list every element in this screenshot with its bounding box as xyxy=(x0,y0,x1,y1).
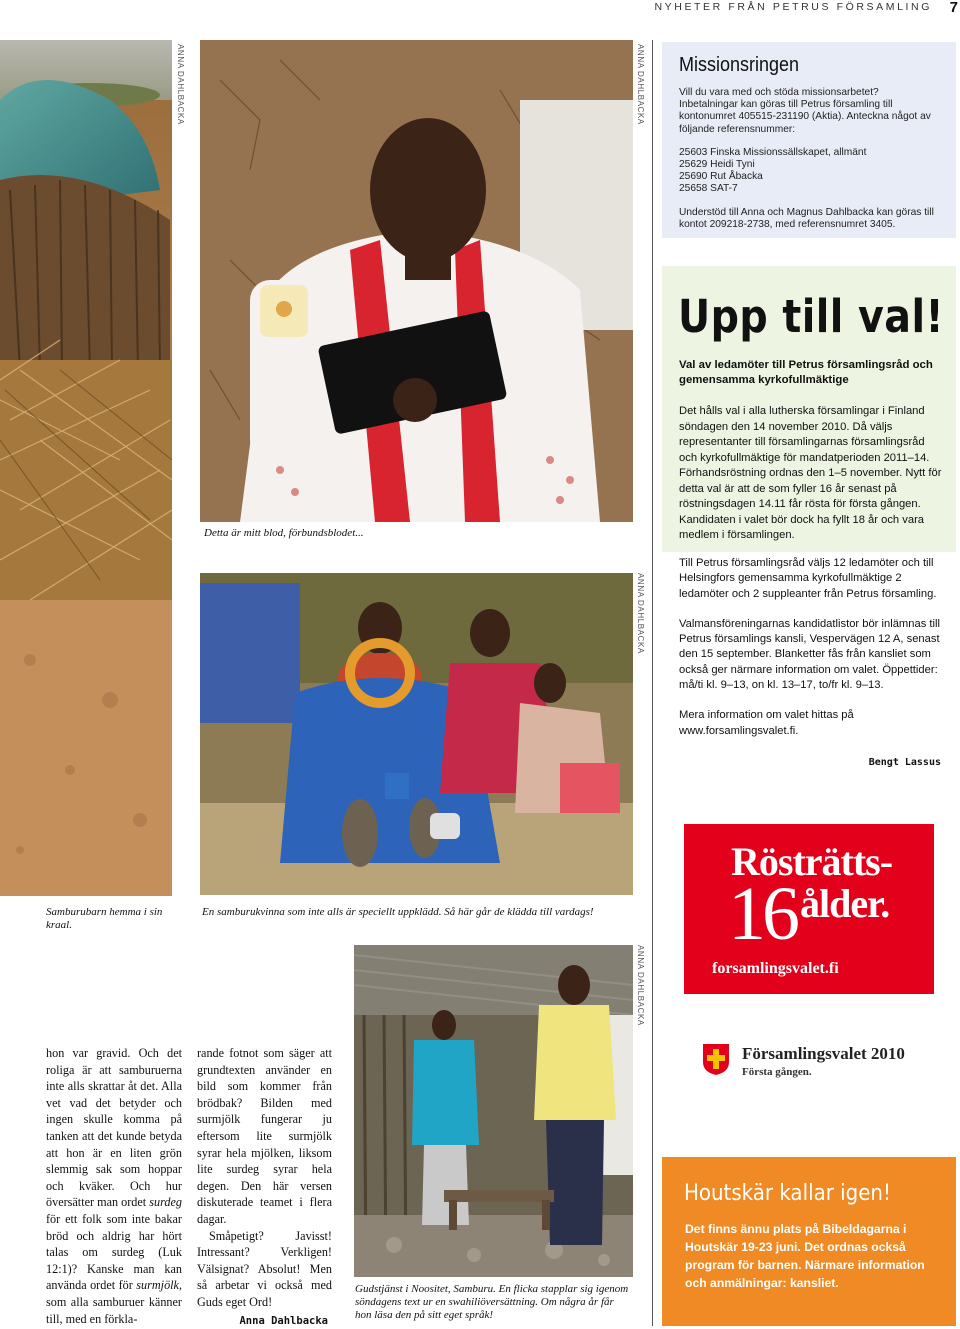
caption-church: Gudstjänst i Noositet, Samburu. En flicka stapplar sig igenom söndagens text ur en swahiliöversättning. Om några år får hon läsa den på sitt eget språk! xyxy=(355,1283,631,1322)
ref-item: 25603 Finska Missionssällskapet, allmänt xyxy=(679,147,940,159)
election-text xyxy=(679,556,941,770)
church-photo xyxy=(354,945,633,1277)
article-signature: Anna Dahlbacka xyxy=(197,1313,332,1329)
missionsringen-refs xyxy=(679,147,940,196)
rostratt-number: 16 xyxy=(728,876,796,952)
election-p3: Mera information om valet hittas på www.forsamlingsvalet.fi. xyxy=(679,708,941,739)
rostratt-word2: ålder. xyxy=(800,880,889,927)
page-number: 7 xyxy=(950,0,958,16)
rostratt-word1: Rösträtts- xyxy=(731,838,892,885)
column-divider xyxy=(652,40,653,1326)
photo-credit-priest: ANNA DAHLBACKA xyxy=(636,44,645,125)
women-photo xyxy=(200,573,633,895)
page-header xyxy=(600,0,960,16)
upp-till-val-lead: Val av ledamöter till Petrus församlingsråd och gemensamma kyrkofullmäktige xyxy=(679,358,949,388)
houtskar-text: Det finns ännu plats på Bibeldagarna i Houtskär 19-23 juni. Det ordnas också program för barnen. Närmare information och anmälningar: kansliet. xyxy=(685,1220,943,1292)
caption-women: En samburukvinna som inte alls är speciellt uppklädd. Så här går de klädda till vardags! xyxy=(202,906,642,919)
missionsringen-box xyxy=(662,42,956,238)
article-col2-p1: rande fotnot som säger att grundtexten använder en bild som kommer från brödbak? Bilden med surmjölk fungerar ju eftersom lite surmjölk syrar hela mjölken, liksom lite surdeg syrar hela degen. Den här versen diskuterade teamet i flera dagar. xyxy=(197,1045,332,1228)
missionsringen-title: Missionsringen xyxy=(679,54,914,77)
rostratt-ad[interactable] xyxy=(684,824,934,994)
missionsringen-support: Understöd till Anna och Magnus Dahlbacka kan göras till kontot 209218-2738, med referensnumret 3405. xyxy=(679,207,940,231)
val2010-title: Församlingsvalet 2010 xyxy=(742,1044,905,1064)
article-column-2 xyxy=(197,1045,332,1329)
article-column-1 xyxy=(46,1045,182,1327)
photo-credit-church: ANNA DAHLBACKA xyxy=(636,945,645,1026)
rostratt-url: forsamlingsvalet.fi xyxy=(712,960,839,978)
kraal-photo xyxy=(0,40,172,896)
election-p2: Valmansföreningarnas kandidatlistor bör inlämnas till Petrus församlings kansli, Vespervägen 12 A, senast den 15 september. Blanketter fås från kansliet som också ger närmare information om valet. Öppettider: må/ti kl. 9–13, on kl. 13–17, to/fr kl. 9–13. xyxy=(679,617,941,693)
election-signature: Bengt Lassus xyxy=(679,755,941,770)
val2010-ad[interactable] xyxy=(684,1020,934,1130)
upp-till-val-box xyxy=(662,266,956,552)
photo-credit-women: ANNA DAHLBACKA xyxy=(636,573,645,654)
photo-credit-left: ANNA DAHLBACKA xyxy=(176,44,185,125)
article-col2-p2: Småpetigt? Javisst! Intressant? Verkligen! Välsignat? Absolut! Men så arbetar vi också med Guds eget Ord! xyxy=(197,1228,332,1311)
cross-logo-icon xyxy=(701,1042,731,1076)
priest-photo xyxy=(200,40,633,522)
section-title: NYHETER FRÅN PETRUS FÖRSAMLING xyxy=(654,1,932,13)
val2010-subtitle: Första gången. xyxy=(742,1066,812,1078)
article-col1-paragraph: hon var gravid. Och det roliga är att samburuerna inte alls skrattar åt det. Alla vet vad det betyder och ingen skulle komma på tanken att det kunde betyda att hon är en liten grön slemmig sak som hoppar och kväker. Och hur översätter man ordet surdeg för ett folk som inte bakar bröd och aldrig har hört talas om surdeg (Luk 12:1)? Kanske man kan använda ordet för surmjölk, som alla samburuer känner till, med en förkla- xyxy=(46,1045,182,1327)
houtskar-box xyxy=(662,1157,956,1326)
upp-till-val-title: Upp till val! xyxy=(678,290,944,343)
caption-kraal: Samburubarn hemma i sin kraal. xyxy=(46,906,184,932)
ref-item: 25658 SAT-7 xyxy=(679,183,940,195)
upp-till-val-text: Det hålls val i alla lutherska församlingar i Finland söndagen den 14 november 2010. Då väljs representanter till församlingarnas församlingsråd och kyrkofullmäktige för mandatperioden 2011–14. Förhandsröstning ordnas den 1–5 november. Nytt för detta val är att de som fyller 16 år senast på röstningsdagen 14.11 får rösta för första gången. Kandidaten i valet bör dock ha fyllt 18 år och vara medlem i församlingen. xyxy=(679,404,945,544)
missionsringen-intro: Vill du vara med och stöda missionsarbetet? Inbetalningar kan göras till Petrus församling till kontonumret 405515-231190 (Aktia). Anteckna något av följande referensnummer: xyxy=(679,87,940,136)
houtskar-title: Houtskär kallar igen! xyxy=(684,1181,891,1206)
election-p1: Till Petrus församlingsråd väljs 12 ledamöter och till Helsingfors gemensamma kyrkofullmäktige 2 ledamöter och 2 suppleanter från Petrus församling. xyxy=(679,556,941,602)
ref-item: 25629 Heidi Tyni xyxy=(679,159,940,171)
ref-item: 25690 Rut Åbacka xyxy=(679,171,940,183)
caption-priest: Detta är mitt blod, förbundsblodet... xyxy=(204,527,364,540)
